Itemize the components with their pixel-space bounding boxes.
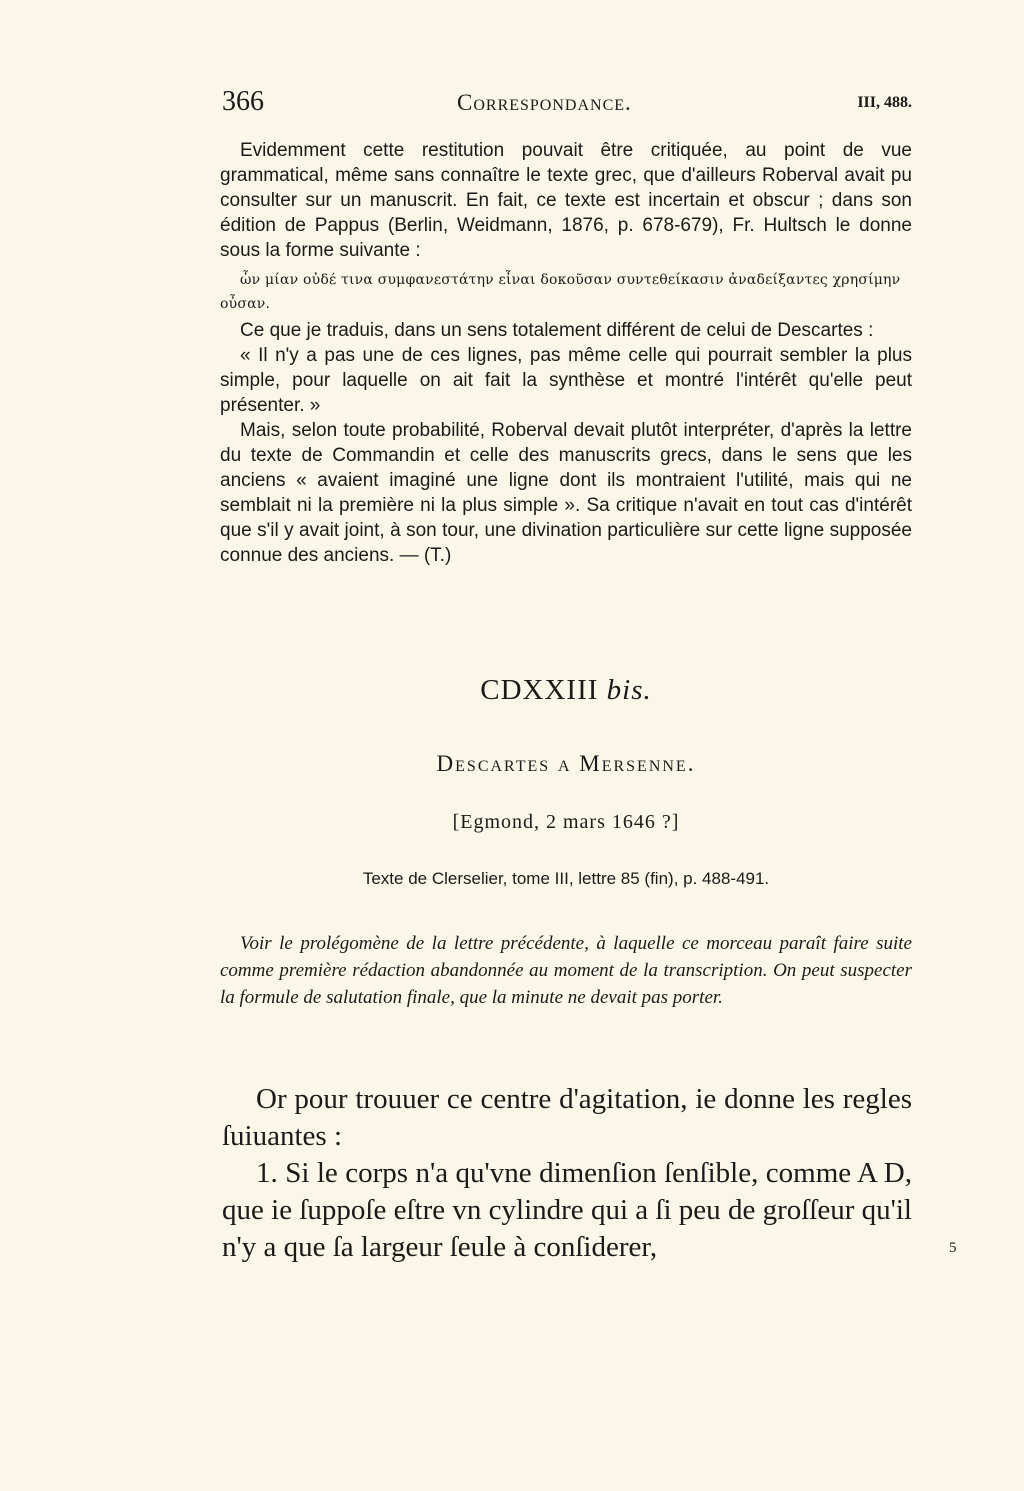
letter-date: [Egmond, 2 mars 1646 ?] xyxy=(452,811,680,833)
editorial-note-bottom xyxy=(220,318,912,568)
letter-source: Texte de Clerselier, tome III, lettre 85 (fin), p. 488-491. xyxy=(362,869,770,888)
letter-number-suffix: bis. xyxy=(606,674,652,706)
letter-prolegomene: Voir le prolégomène de la lettre précédente, à laquelle ce morceau paraît faire suite comme première rédaction abandonnée au moment de la transcription. On peut suspecter la formule de salutation finale, que la minute ne devait pas porter. xyxy=(220,933,912,1008)
page-header xyxy=(222,86,912,122)
body-paragraph: Or pour trouuer ce centre d'agitation, ie donne les regles ſuiuantes : xyxy=(222,1083,912,1152)
letter-number xyxy=(220,674,912,707)
running-title: Correspondance. xyxy=(457,90,632,115)
note-paragraph: Evidemment cette restitution pouvait être critiquée, au point de vue grammatical, même sans connaître le texte grec, que d'ailleurs Roberval avait pu consulter sur un manuscrit. En fait, ce texte est incertain et obscur ; dans son édition de Pappus (Berlin, Weidmann, 1876, p. 678-679), Fr. Hultsch le donne sous la forme suivante : xyxy=(220,140,912,261)
note-paragraph: Ce que je traduis, dans un sens totalement différent de celui de Descartes : xyxy=(240,320,874,341)
page-reference: III, 488. xyxy=(857,94,912,111)
letter-body xyxy=(222,1081,912,1266)
greek-quotation: ὧν μίαν οὐδέ τινα συμφανεστάτην εἶναι δοκοῦσαν συντεθείκασιν ἀναδείξαντες χρησίμην οὖσαν. xyxy=(220,272,901,312)
body-paragraph: 1. Si le corps n'a qu'vne dimenſion ſenſible, comme A D, que ie ſuppoſe eſtre vn cylindre qui a ſi peu de groſſeur qu'il n'y a que ſa largeur ſeule à conſiderer, xyxy=(222,1157,912,1263)
note-paragraph: Mais, selon toute probabilité, Roberval devait plutôt interpréter, d'après la lettre du texte de Commandin et celle des manuscrits grecs, dans le sens que les anciens « avaient imaginé une ligne dont ils montraient l'utilité, mais qui ne semblait ni la première ni la plus simple ». Sa critique n'avait en tout cas d'intérêt que s'il y avait joint, à son tour, une divination particulière sur cette ligne supposée connue des anciens. — (T.) xyxy=(220,420,912,566)
note-quotation: « Il n'y a pas une de ces lignes, pas même celle qui pourrait sembler la plus simple, pour laquelle on ait fait la synthèse et montré l'intérêt qu'elle peut présenter. » xyxy=(220,345,912,416)
letter-title: Descartes a Mersenne. xyxy=(436,751,696,776)
page-number: 366 xyxy=(222,86,264,117)
editorial-note-top xyxy=(220,138,912,263)
margin-line-number: 5 xyxy=(949,1240,957,1256)
letter-number-roman: CDXXIII xyxy=(480,674,599,706)
